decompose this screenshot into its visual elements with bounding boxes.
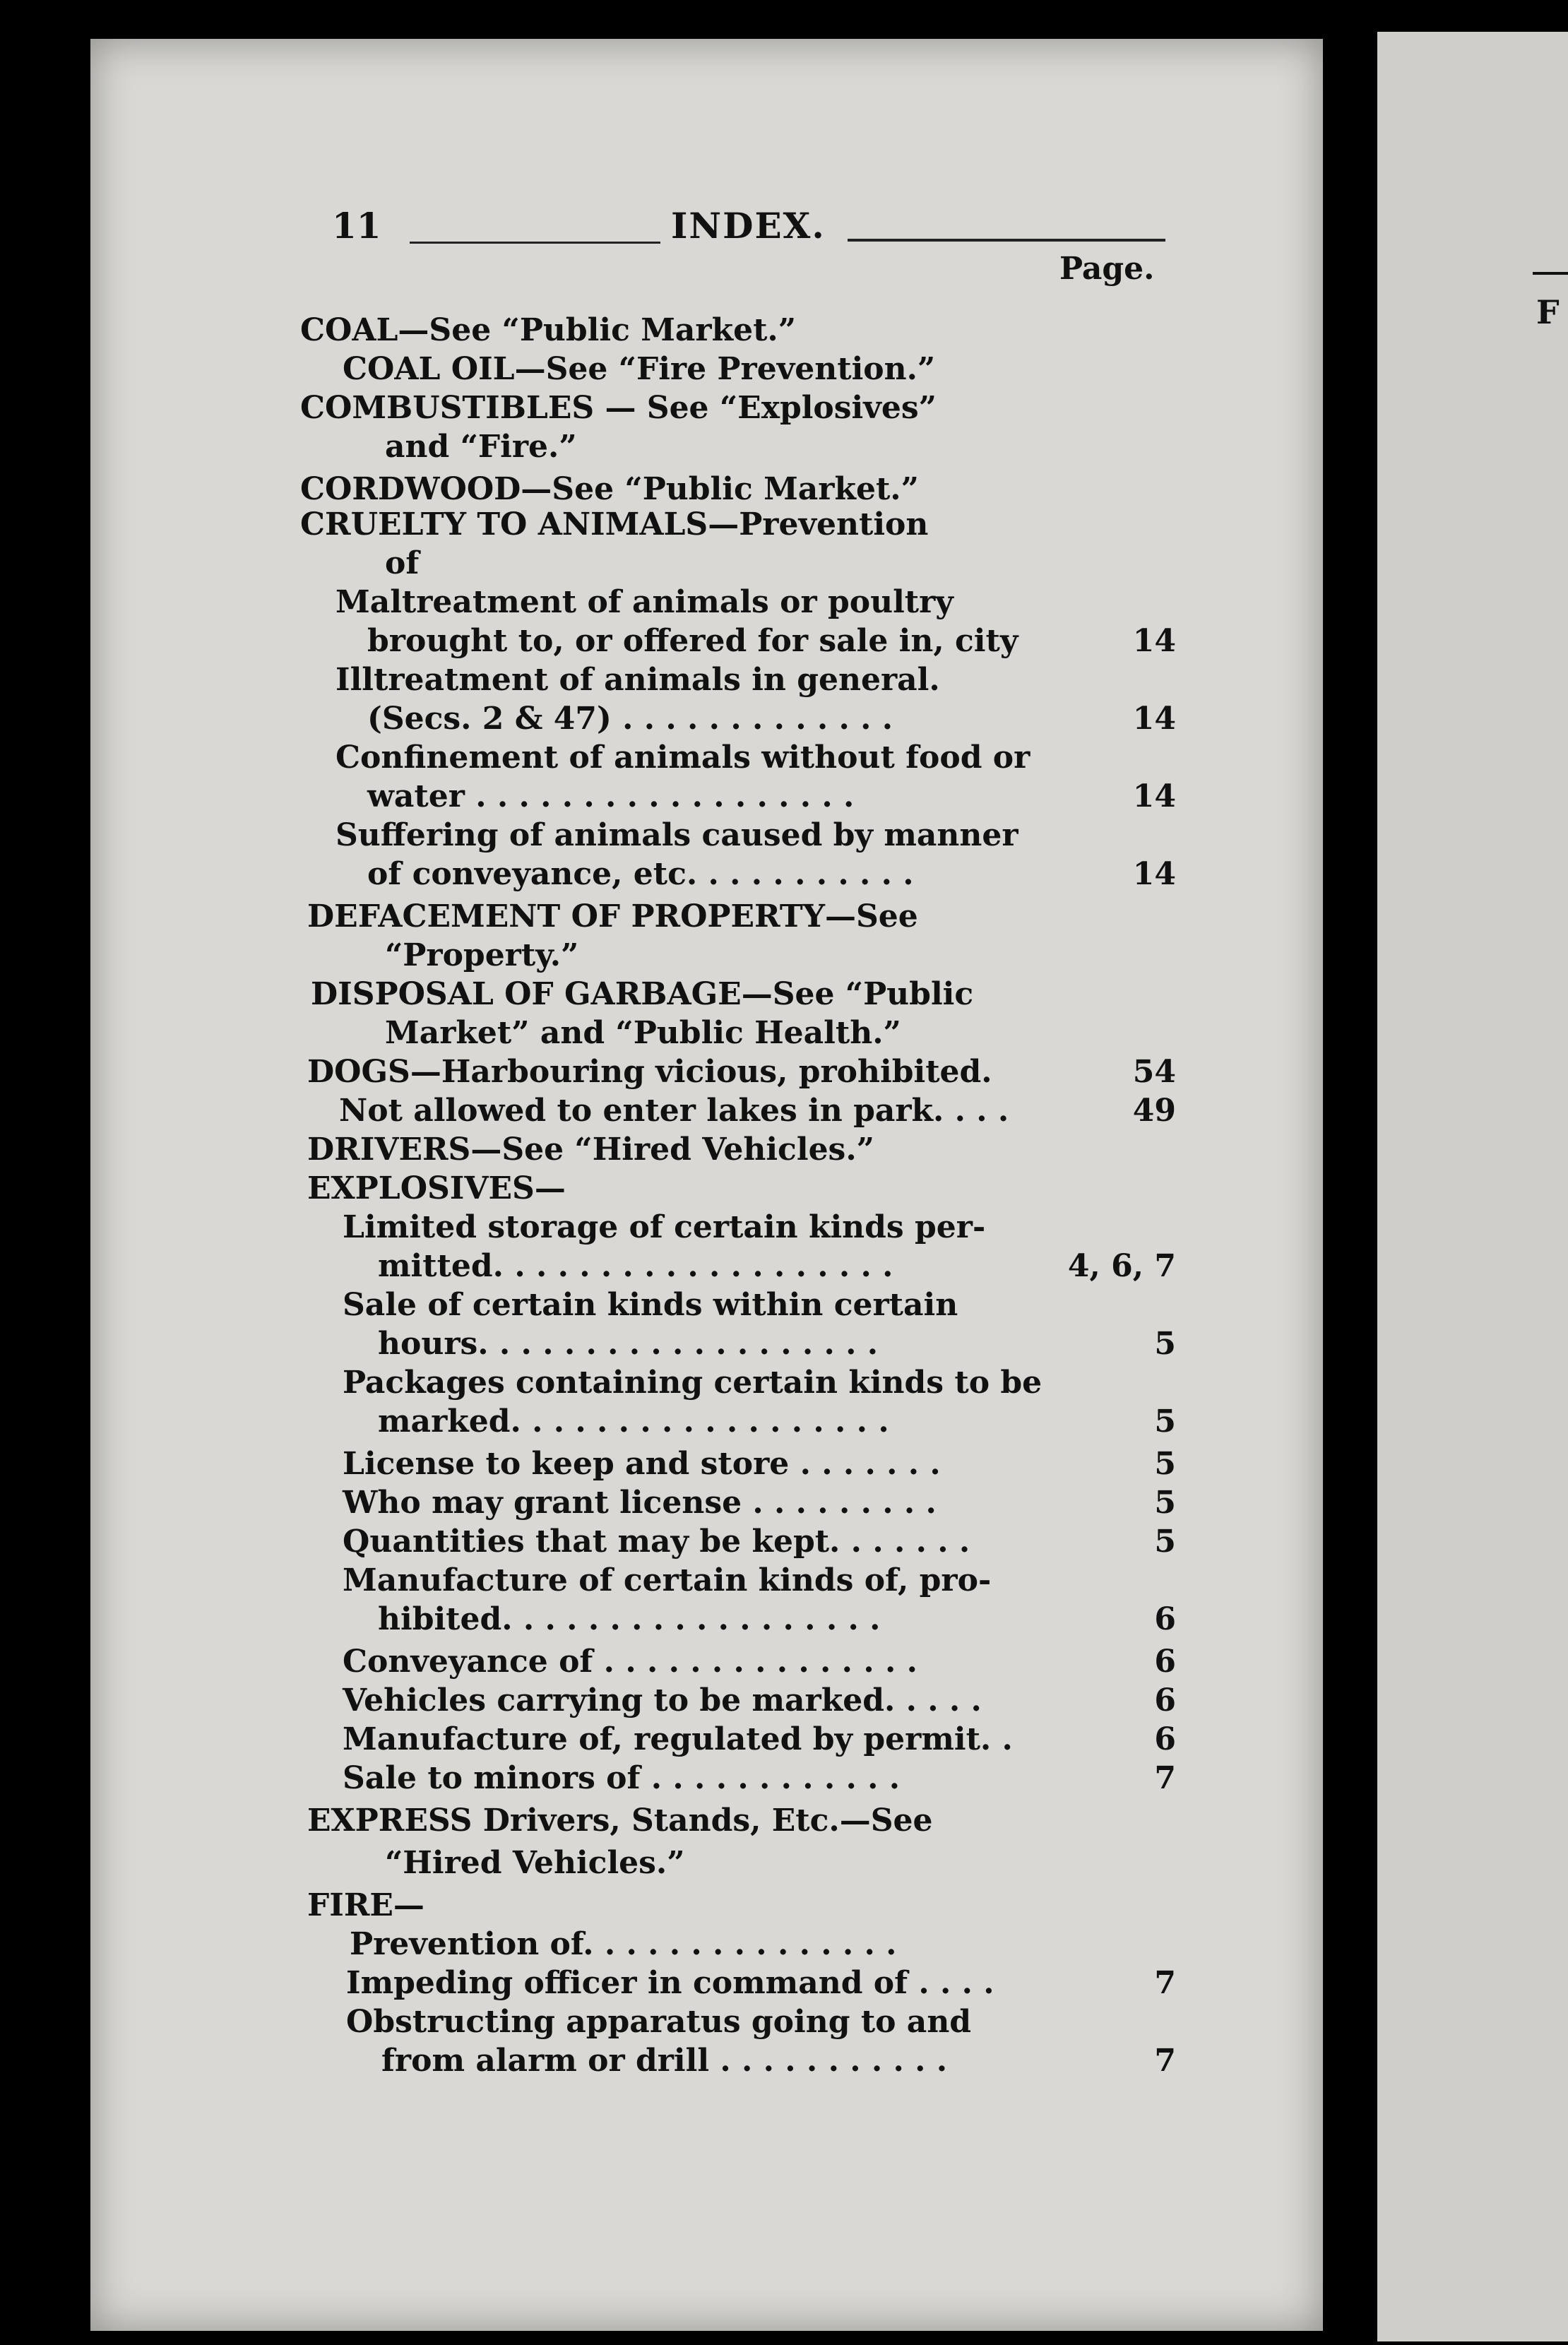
index-entry xyxy=(0,1886,1568,1925)
index-entry xyxy=(0,660,1568,700)
index-entry-text: marked. . . . . . . . . . . . . . . . . . xyxy=(378,1403,889,1439)
index-entry-text: of conveyance, etc. . . . . . . . . . . xyxy=(367,856,914,892)
index-entry-text: (Secs. 2 & 47) . . . . . . . . . . . . . xyxy=(367,701,893,737)
index-entry xyxy=(0,350,1568,389)
index-entry-text: Sale of certain kinds within certain xyxy=(343,1287,958,1323)
index-entry xyxy=(0,1052,1568,1092)
index-entry-page: 49 xyxy=(1132,1093,1176,1129)
index-entry xyxy=(0,777,1568,817)
index-entry-text: of xyxy=(385,545,420,581)
index-entry-text: from alarm or drill . . . . . . . . . . . xyxy=(381,2043,948,2079)
index-entry-page: 6 xyxy=(1154,1721,1176,1757)
index-entry-page: 5 xyxy=(1154,1485,1176,1521)
index-entry-page: 5 xyxy=(1154,1403,1176,1439)
index-entry-text: brought to, or offered for sale in, city xyxy=(367,623,1018,659)
index-entry xyxy=(0,1130,1568,1170)
index-entry xyxy=(0,1964,1568,2003)
index-entry-text: Vehicles carrying to be marked. . . . . xyxy=(343,1682,982,1718)
index-entry xyxy=(0,427,1568,467)
index-entry xyxy=(0,816,1568,855)
index-entry-page: 6 xyxy=(1154,1601,1176,1637)
index-entry-text: EXPRESS Drivers, Stands, Etc.—See xyxy=(307,1803,933,1839)
index-entry-text: Sale to minors of . . . . . . . . . . . . xyxy=(343,1760,901,1796)
index-entry-text: Packages containing certain kinds to be xyxy=(343,1365,1043,1401)
index-entry xyxy=(0,622,1568,661)
index-entry xyxy=(0,699,1568,739)
index-entry xyxy=(0,1402,1568,1442)
index-entry-page: 5 xyxy=(1154,1446,1176,1482)
index-entry xyxy=(0,1681,1568,1721)
index-entry xyxy=(0,897,1568,937)
index-entry-text: COAL OIL—See “Fire Prevention.” xyxy=(343,351,936,387)
index-entry xyxy=(0,936,1568,975)
index-entry-text: water . . . . . . . . . . . . . . . . . . xyxy=(367,778,855,814)
page-title: INDEX. xyxy=(671,205,826,247)
index-entry-text: hibited. . . . . . . . . . . . . . . . . . xyxy=(378,1601,881,1637)
index-entry-page: 5 xyxy=(1154,1326,1176,1362)
index-entry xyxy=(0,1169,1568,1209)
index-entry-text: mitted. . . . . . . . . . . . . . . . . . . xyxy=(378,1248,893,1284)
index-entry xyxy=(0,1286,1568,1325)
index-entry xyxy=(0,1444,1568,1484)
index-entry-text: Who may grant license . . . . . . . . . xyxy=(343,1485,937,1521)
index-entry-text: Obstructing apparatus going to and xyxy=(346,2004,972,2040)
header-rule-left xyxy=(410,242,660,244)
index-entry-text: DEFACEMENT OF PROPERTY—See xyxy=(307,898,918,934)
index-entry xyxy=(0,311,1568,350)
index-entry-text: COMBUSTIBLES — See “Explosives” xyxy=(300,390,937,426)
right-page-rule xyxy=(1533,272,1568,275)
index-entry-page: 7 xyxy=(1154,1965,1176,2001)
index-entry xyxy=(0,1483,1568,1523)
index-entry-text: Not allowed to enter lakes in park. . . . xyxy=(339,1093,1009,1129)
index-entry-text: Maltreatment of animals or poultry xyxy=(335,584,954,620)
index-entry-text: hours. . . . . . . . . . . . . . . . . . . xyxy=(378,1326,879,1362)
index-entry-page: 14 xyxy=(1132,701,1176,737)
page-column-label: Page. xyxy=(1059,251,1155,287)
index-entry-text: and “Fire.” xyxy=(385,429,577,465)
right-page-fragment: F xyxy=(1536,293,1560,331)
index-entry-page: 7 xyxy=(1154,2043,1176,2079)
index-entry xyxy=(0,738,1568,778)
index-entry xyxy=(0,1561,1568,1601)
header-rule-right xyxy=(848,239,1165,242)
index-entry-text: EXPLOSIVES— xyxy=(307,1170,566,1206)
index-entry xyxy=(0,1208,1568,1247)
index-entry xyxy=(0,1324,1568,1364)
page-number: 11 xyxy=(332,205,381,247)
index-entry xyxy=(0,505,1568,545)
index-entry xyxy=(0,1642,1568,1682)
index-entry xyxy=(0,1801,1568,1841)
index-entry-text: Limited storage of certain kinds per- xyxy=(343,1209,986,1245)
index-entry-text: “Hired Vehicles.” xyxy=(385,1845,685,1881)
index-entry xyxy=(0,1522,1568,1562)
index-entry-text: Manufacture of certain kinds of, pro- xyxy=(343,1562,992,1598)
index-entry xyxy=(0,470,1568,509)
index-entry-text: “Property.” xyxy=(385,937,579,973)
index-entry xyxy=(0,1759,1568,1798)
index-entry-page: 54 xyxy=(1132,1054,1176,1090)
page-header xyxy=(332,205,1165,247)
index-entry xyxy=(0,1014,1568,1053)
index-entry xyxy=(0,388,1568,428)
index-entry-text: FIRE— xyxy=(307,1887,424,1923)
index-entry xyxy=(0,1844,1568,1883)
index-entry-text: Prevention of. . . . . . . . . . . . . . . xyxy=(350,1926,897,1962)
index-entry-text: DOGS—Harbouring vicious, prohibited. xyxy=(307,1054,992,1090)
index-entry xyxy=(0,1600,1568,1639)
index-entry xyxy=(0,1247,1568,1286)
index-entry-text: Illtreatment of animals in general. xyxy=(335,662,940,698)
index-entry xyxy=(0,975,1568,1014)
index-entry-page: 14 xyxy=(1132,778,1176,814)
index-entry-text: Quantities that may be kept. . . . . . . xyxy=(343,1524,970,1560)
index-entry-text: Market” and “Public Health.” xyxy=(385,1015,901,1051)
index-entry xyxy=(0,855,1568,894)
index-entry-text: COAL—See “Public Market.” xyxy=(300,312,797,348)
index-entry-page: 7 xyxy=(1154,1760,1176,1796)
index-entry-page: 5 xyxy=(1154,1524,1176,1560)
index-entry-page: 6 xyxy=(1154,1682,1176,1718)
index-entry-text: Impeding officer in command of . . . . xyxy=(346,1965,994,2001)
index-entry-text: DRIVERS—See “Hired Vehicles.” xyxy=(307,1132,874,1168)
index-entry xyxy=(0,583,1568,622)
index-entry-page: 14 xyxy=(1132,623,1176,659)
index-entry-text: Conveyance of . . . . . . . . . . . . . . . xyxy=(343,1644,917,1680)
index-entry-text: Suffering of animals caused by manner xyxy=(335,817,1018,853)
index-entry-page: 14 xyxy=(1132,856,1176,892)
index-entry-page: 4, 6, 7 xyxy=(1067,1248,1176,1284)
index-entry-page: 6 xyxy=(1154,1644,1176,1680)
index-entry xyxy=(0,1720,1568,1759)
index-entry xyxy=(0,1925,1568,1964)
index-entry-text: Confinement of animals without food or xyxy=(335,740,1031,776)
index-entry-text: CORDWOOD—See “Public Market.” xyxy=(300,471,919,507)
index-entry xyxy=(0,544,1568,583)
index-entry-text: CRUELTY TO ANIMALS—Prevention xyxy=(300,506,929,542)
index-entry-text: Manufacture of, regulated by permit. . xyxy=(343,1721,1013,1757)
index-entry-text: License to keep and store . . . . . . . xyxy=(343,1446,941,1482)
index-entry xyxy=(0,1363,1568,1403)
index-entry xyxy=(0,2002,1568,2042)
index-entry xyxy=(0,1091,1568,1131)
index-entry-text: DISPOSAL OF GARBAGE—See “Public xyxy=(311,976,974,1012)
index-entry xyxy=(0,2041,1568,2081)
